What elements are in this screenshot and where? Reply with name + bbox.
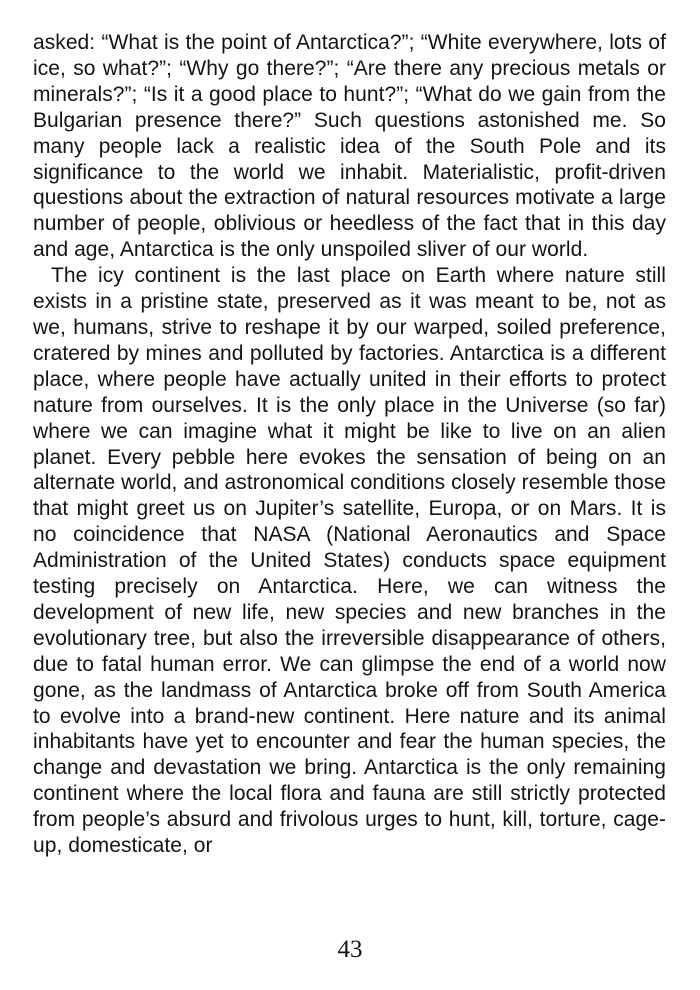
paragraph-icy-continent: The icy continent is the last place on Earth where nature still exists in a pristine state, preserved as it was meant to be, not as we, humans, strive to reshape it by our warped, soiled preference, cratered by mines and polluted by factories. Antarctica is a different place, where people have actually united in their efforts to protect nature from ourselves. It is the only place in the Universe (so far) where we can imagine what it might be like to live on an alien planet. Every pebble here evokes the sensation of being on an alternate world, and astronomical conditions closely resemble those that might greet us on Jupiter’s satellite, Europa, or on Mars. It is no coincidence that NASA (National Aeronautics and Space Administration of the United States) conducts space equipment testing precisely on Antarctica. Here, we can witness the development of new life, new species and new branches in the evolutionary tree, but also the irreversible disappearance of others, due to fatal human error. We can glimpse the end of a world now gone, as the landmass of Antarctica broke off from South America to evolve into a brand-new continent. Here nature and its animal inhabitants have yet to encounter and fear the human species, the change and devastation we bring. Antarctica is the only remaining continent where the local flora and fauna are still strictly protected from people’s absurd and frivolous urges to hunt, kill, torture, cage-up, domesticate, or bbox=[33, 264, 666, 858]
page-number: 43 bbox=[337, 936, 363, 963]
paragraph-continuation: asked: “What is the point of Antarctica?”; “White everywhere, lots of ice, so what?”; “Why go there?”; “Are there any precious metals or minerals?”; “Is it a good place to hunt?”; “What do we gain from the Bulgarian presence there?” Such questions astonished me. So many people lack a realistic idea of the South Pole and its significance to the world we inhabit. Materialistic, profit-driven questions about the extraction of natural resources motivate a large number of people, oblivious or heedless of the fact that in this day and age, Antarctica is the only unspoiled sliver of our world. bbox=[33, 31, 666, 262]
body-text bbox=[33, 30, 666, 859]
